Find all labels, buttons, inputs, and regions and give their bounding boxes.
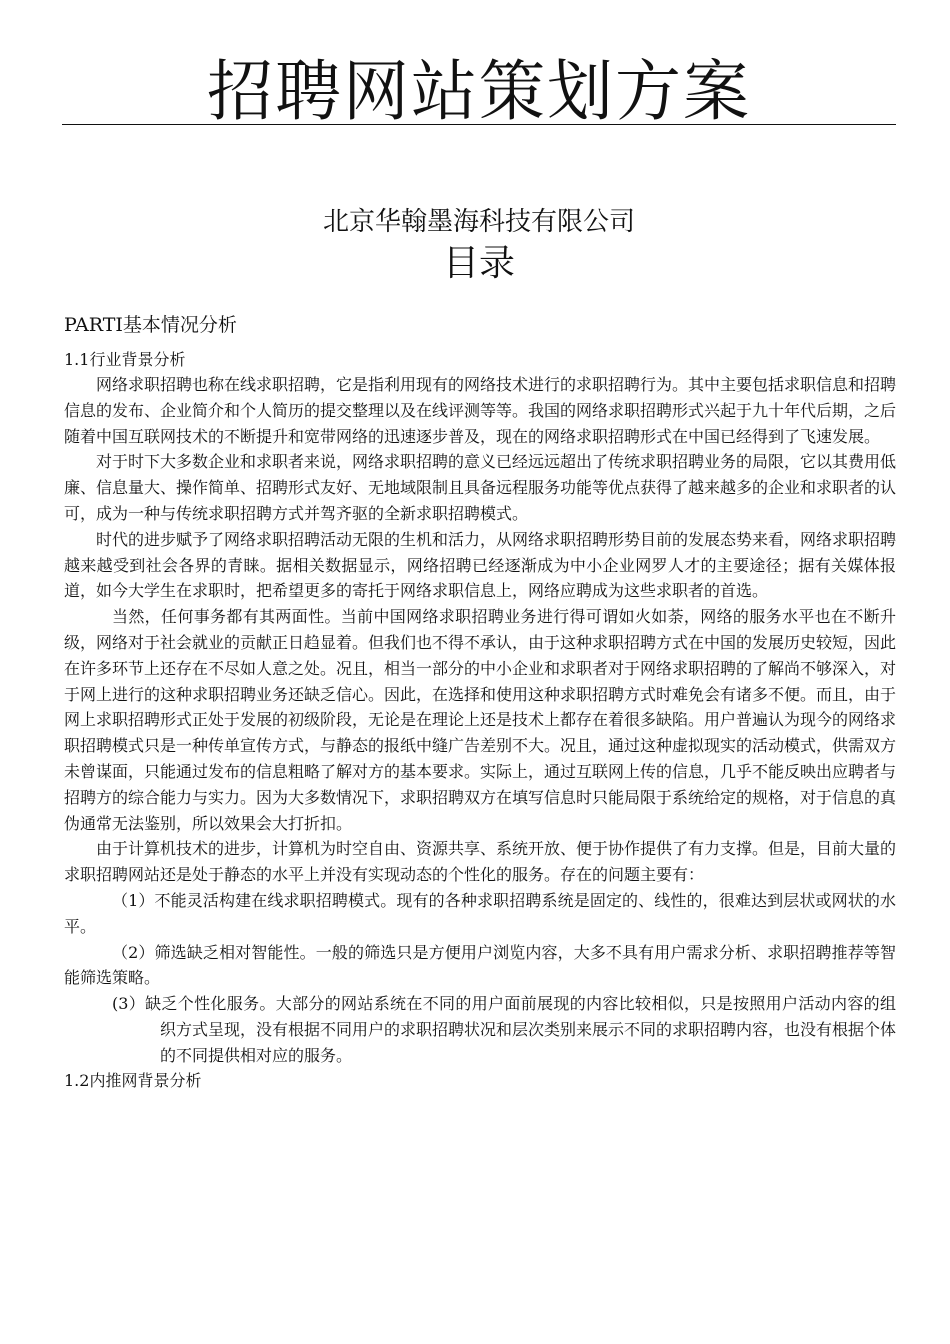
list-item: （1）不能灵活构建在线求职招聘模式。现有的各种求职招聘系统是固定的、线性的，很难达到层状或网状的水平。 xyxy=(64,890,896,936)
paragraph: 由于计算机技术的进步，计算机为时空自由、资源共享、系统开放、便于协作提供了有力支撑。但是，目前大量的求职招聘网站还是处于静态的水平上并没有实现动态的个性化的服务。存在的问题主要有： xyxy=(64,839,897,885)
paragraph: 网络求职招聘也称在线求职招聘，它是指利用现有的网络技术进行的求职招聘行为。其中主要包括求职信息和招聘信息的发布、企业简介和个人简历的提交整理以及在线评测等等。我国的网络求职招聘形式兴起于九十年代后期，之后随着中国互联网技术的不断提升和宽带网络的迅速逐步普及，现在的网络求职招聘形式在中国已经得到了飞速发展。 xyxy=(64,375,897,446)
toc-heading: 目录 xyxy=(442,243,515,284)
document-title: 招聘网站策划方案 xyxy=(207,53,751,130)
list-item: (3）缺乏个性化服务。大部分的网站系统在不同的用户面前展现的内容比较相似，只是按照用户活动内容的组织方式呈现，没有根据不同用户的求职招聘状况和层次类别来展示不同的求职招聘内容，也没有根据个体的不同提供相对应的服务。 xyxy=(112,994,897,1065)
title-divider xyxy=(62,124,896,125)
paragraph: 对于时下大多数企业和求职者来说，网络求职招聘的意义已经远远超出了传统求职招聘业务的局限，它以其费用低廉、信息量大、操作简单、招聘形式友好、无地域限制且具备远程服务功能等优点获得了越来越多的企业和求职者的认可，成为一种与传统求职招聘方式并驾齐驱的全新求职招聘模式。 xyxy=(64,452,897,523)
paragraph: 当然，任何事务都有其两面性。当前中国网络求职招聘业务进行得可谓如火如荼，网络的服务水平也在不断升级，网络对于社会就业的贡献正日趋显着。但我们也不得不承认，由于这种求职招聘方式在中国的发展历史较短，因此在许多环节上还存在不尽如人意之处。况且，相当一部分的中小企业和求职者对于网络求职招聘的了解尚不够深入，对于网上进行的这种求职招聘业务还缺乏信心。因此，在选择和使用这种求职招聘方式时难免会有诸多不便。而且，由于网上求职招聘形式正处于发展的初级阶段，无论是在理论上还是技术上都存在着很多缺陷。用户普遍认为现今的网络求职招聘模式只是一种传单宣传方式，与静态的报纸中缝广告差别不大。况且，通过这种虚拟现实的活动模式，供需双方未曾谋面，只能通过发布的信息粗略了解对方的基本要求。实际上，通过互联网上传的信息，几乎不能反映出应聘者与招聘方的综合能力与实力。因为大多数情况下，求职招聘双方在填写信息时只能局限于系统给定的规格，对于信息的真伪通常无法鉴别，所以效果会大打折扣。 xyxy=(64,607,897,833)
company-name: 北京华翰墨海科技有限公司 xyxy=(322,207,635,237)
section-heading-1-1: 1.1行业背景分析 xyxy=(64,350,186,369)
part-heading: PARTI基本情况分析 xyxy=(64,314,237,336)
document-body xyxy=(64,310,896,1093)
paragraph: 时代的进步赋予了网络求职招聘活动无限的生机和活力，从网络求职招聘形势目前的发展态势来看，网络求职招聘越来越受到社会各界的青睐。据相关数据显示，网络招聘已经逐渐成为中小企业网罗人才的主要途径；据有关媒体报道，如今大学生在求职时，把希望更多的寄托于网络求职信息上，网络应聘成为这些求职者的首选。 xyxy=(64,529,897,601)
section-heading-1-2: 1.2内推网背景分析 xyxy=(64,1070,202,1090)
list-item: （2）筛选缺乏相对智能性。一般的筛选只是方便用户浏览内容，大多不具有用户需求分析、求职招聘推荐等智能筛选策略。 xyxy=(64,942,896,988)
